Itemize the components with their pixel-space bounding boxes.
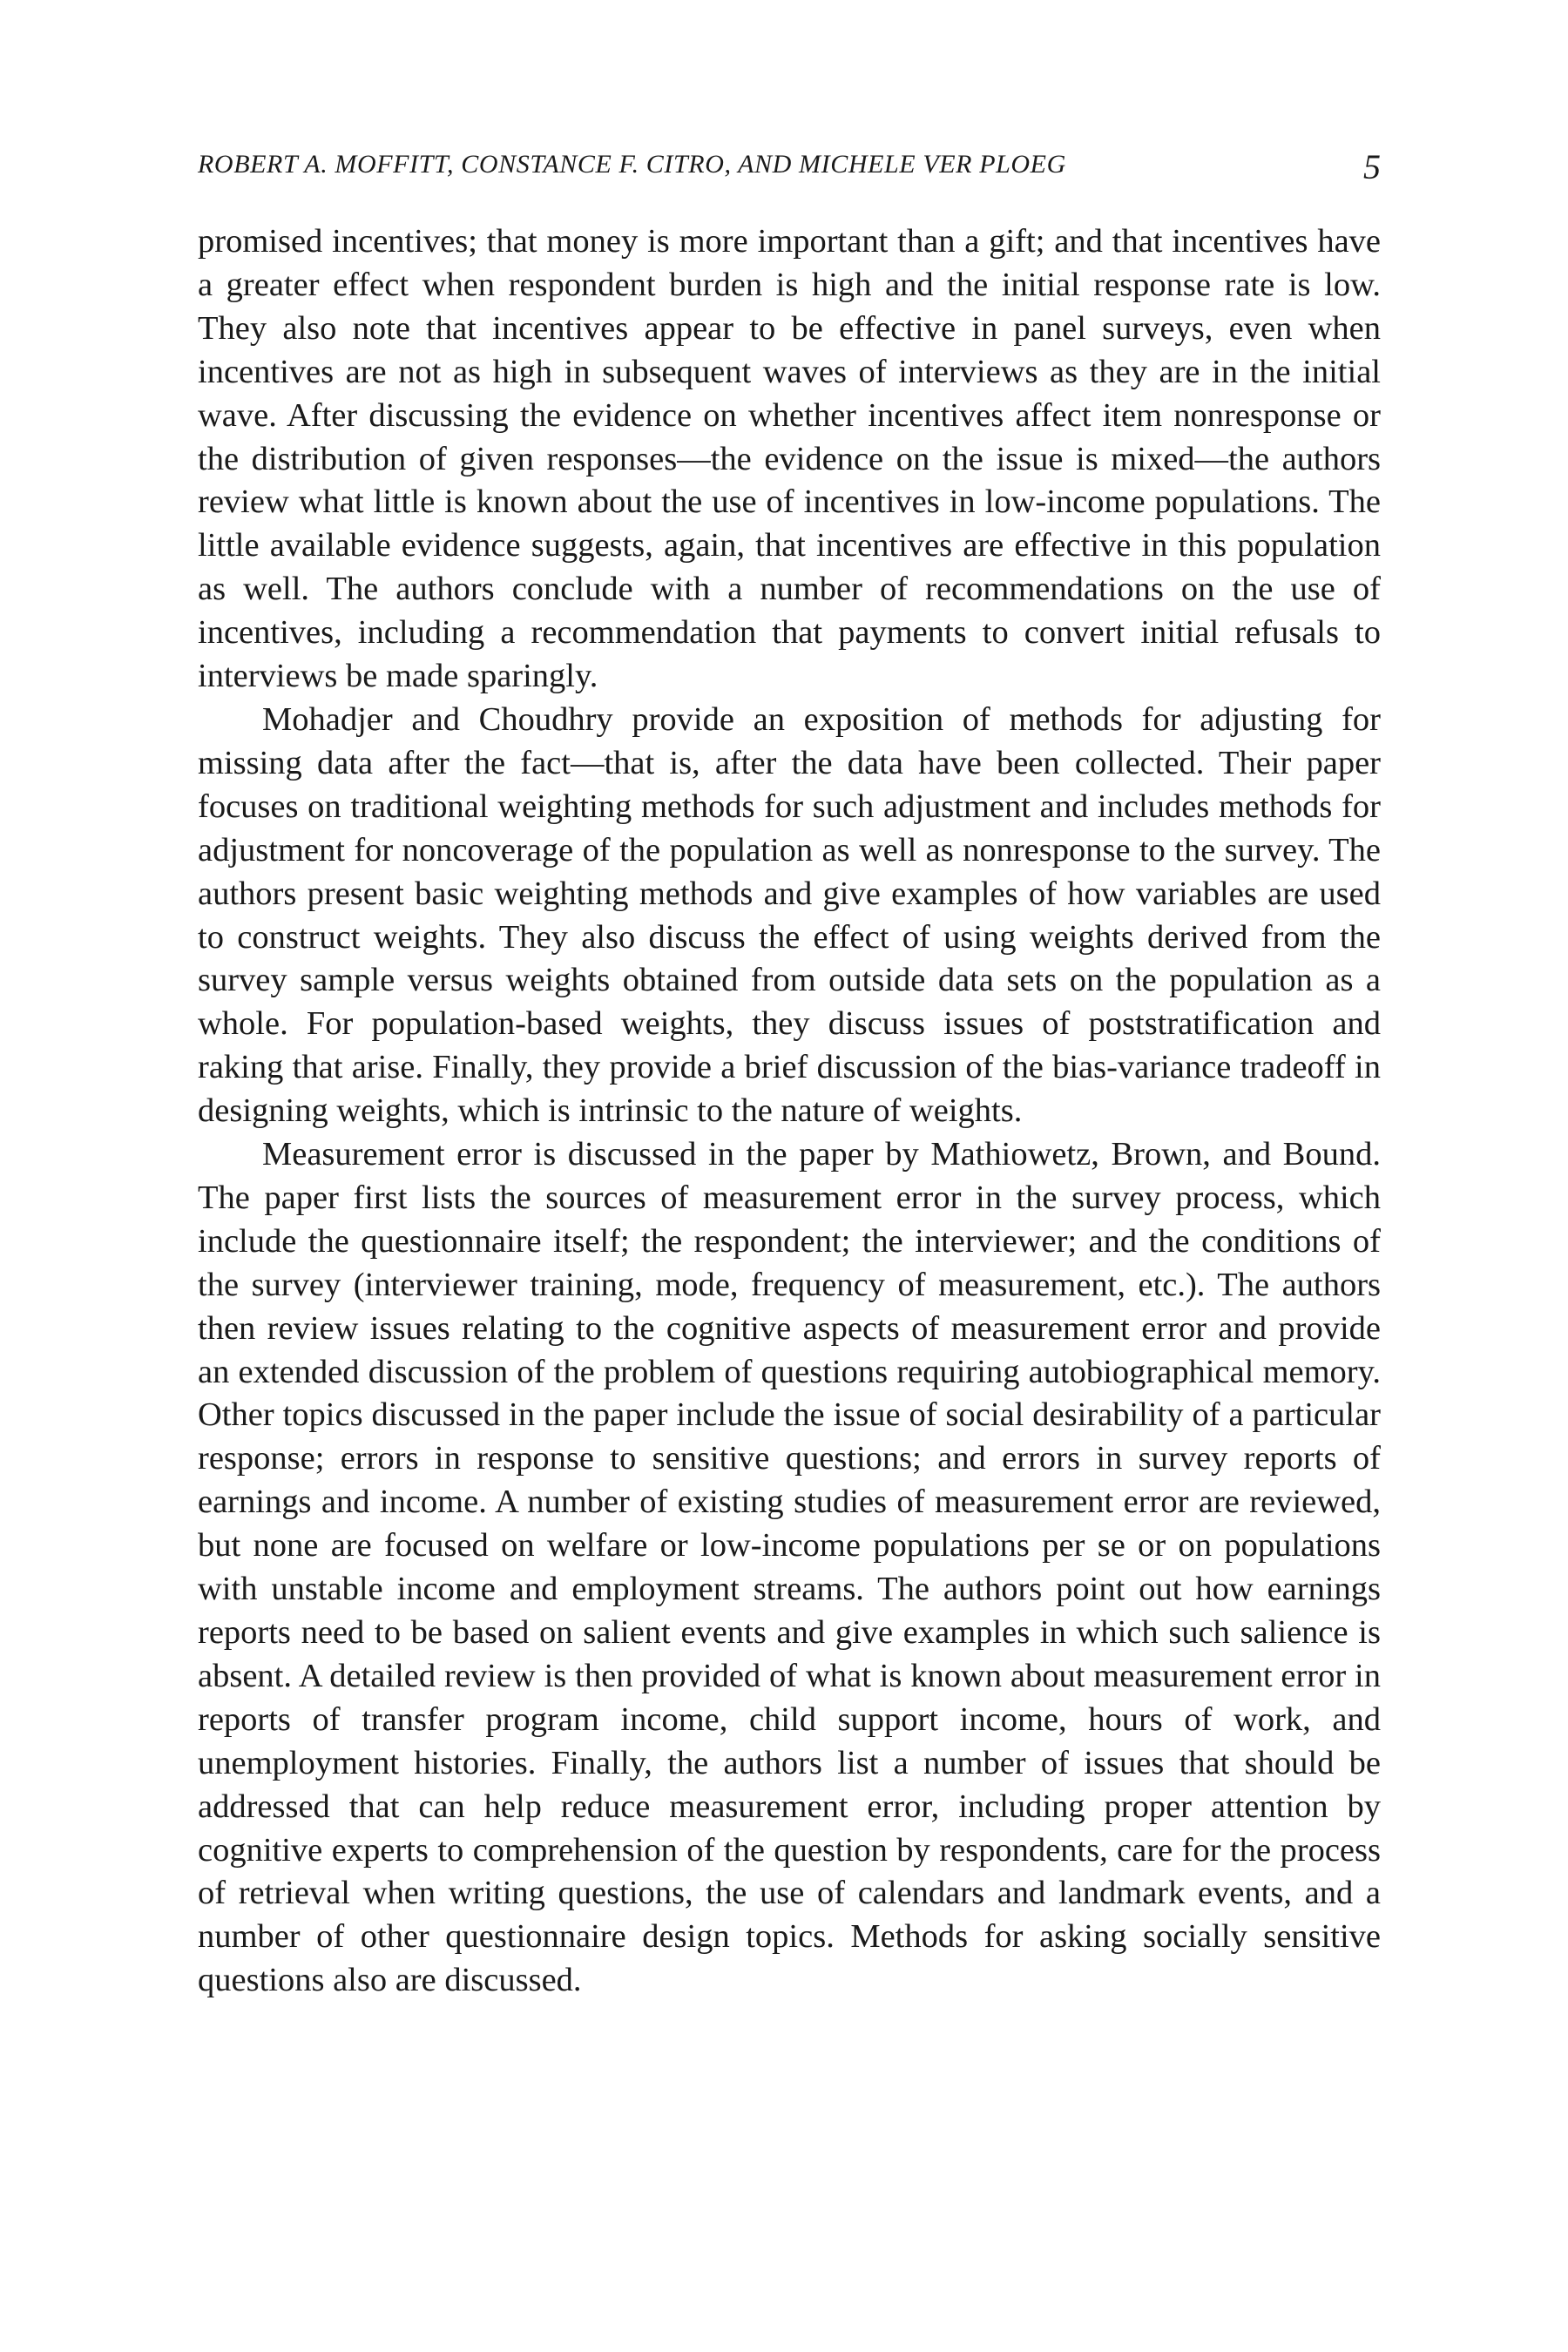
body-text [198,220,1381,2003]
paragraph-measurement-error: Measurement error is discussed in the paper by Mathiowetz, Brown, and Bound. The paper first lists the sources of measurement error in the survey process, which include the questionnaire itself; the respondent; the interviewer; and the conditions of the survey (interviewer training, mode, frequency of measurement, etc.). The authors then review issues relating to the cognitive aspects of measurement error and provide an extended discussion of the problem of questions requiring autobiographical memory. Other topics discussed in the paper include the issue of social desirability of a particular response; errors in response to sensitive questions; and errors in survey reports of earnings and income. A number of existing studies of measurement error are reviewed, but none are focused on welfare or low-income populations per se or on populations with unstable income and employment streams. The authors point out how earnings reports need to be based on salient events and give examples in which such salience is absent. A detailed review is then provided of what is known about measurement error in reports of transfer program income, child support income, hours of work, and unemployment histories. Finally, the authors list a number of issues that should be addressed that can help reduce measurement error, including proper attention by cognitive experts to comprehension of the question by respondents, care for the process of retrieval when writing questions, the use of calendars and landmark events, and a number of other questionnaire design topics. Methods for asking socially sensitive questions also are discussed. [198,1136,1381,1999]
page-number: 5 [1363,147,1381,186]
paragraph-incentives-continued: promised incentives; that money is more important than a gift; and that incentives have a greater effect when respondent burden is high and the initial response rate is low. They also note that incentives appear to be effective in panel surveys, even when incentives are not as high in subsequent waves of interviews as they are in the initial wave. After discussing the evidence on whether incentives affect item nonresponse or the distribution of given responses—the evidence on the issue is mixed—the authors review what little is known about the use of incentives in low-income populations. The little available evidence suggests, again, that incentives are effective in this population as well. The authors conclude with a number of recommendations on the use of incentives, including a recommendation that payments to convert initial refusals to interviews be made sparingly. [198,223,1381,695]
running-head [198,146,1381,190]
running-head-authors: ROBERT A. MOFFITT, CONSTANCE F. CITRO, AND MICHELE VER PLOEG [198,150,1066,179]
paragraph-mohadjer-choudhry: Mohadjer and Choudhry provide an exposition of methods for adjusting for missing data after the fact—that is, after the data have been collected. Their paper focuses on traditional weighting methods for such adjustment and includes methods for adjustment for noncoverage of the population as well as nonresponse to the survey. The authors present basic weighting methods and give examples of how variables are used to construct weights. They also discuss the effect of using weights derived from the survey sample versus weights obtained from outside data sets on the population as a whole. For population-based weights, they discuss issues of poststratification and raking that arise. Finally, they provide a brief discussion of the bias-variance tradeoff in designing weights, which is intrinsic to the nature of weights. [198,700,1381,1130]
